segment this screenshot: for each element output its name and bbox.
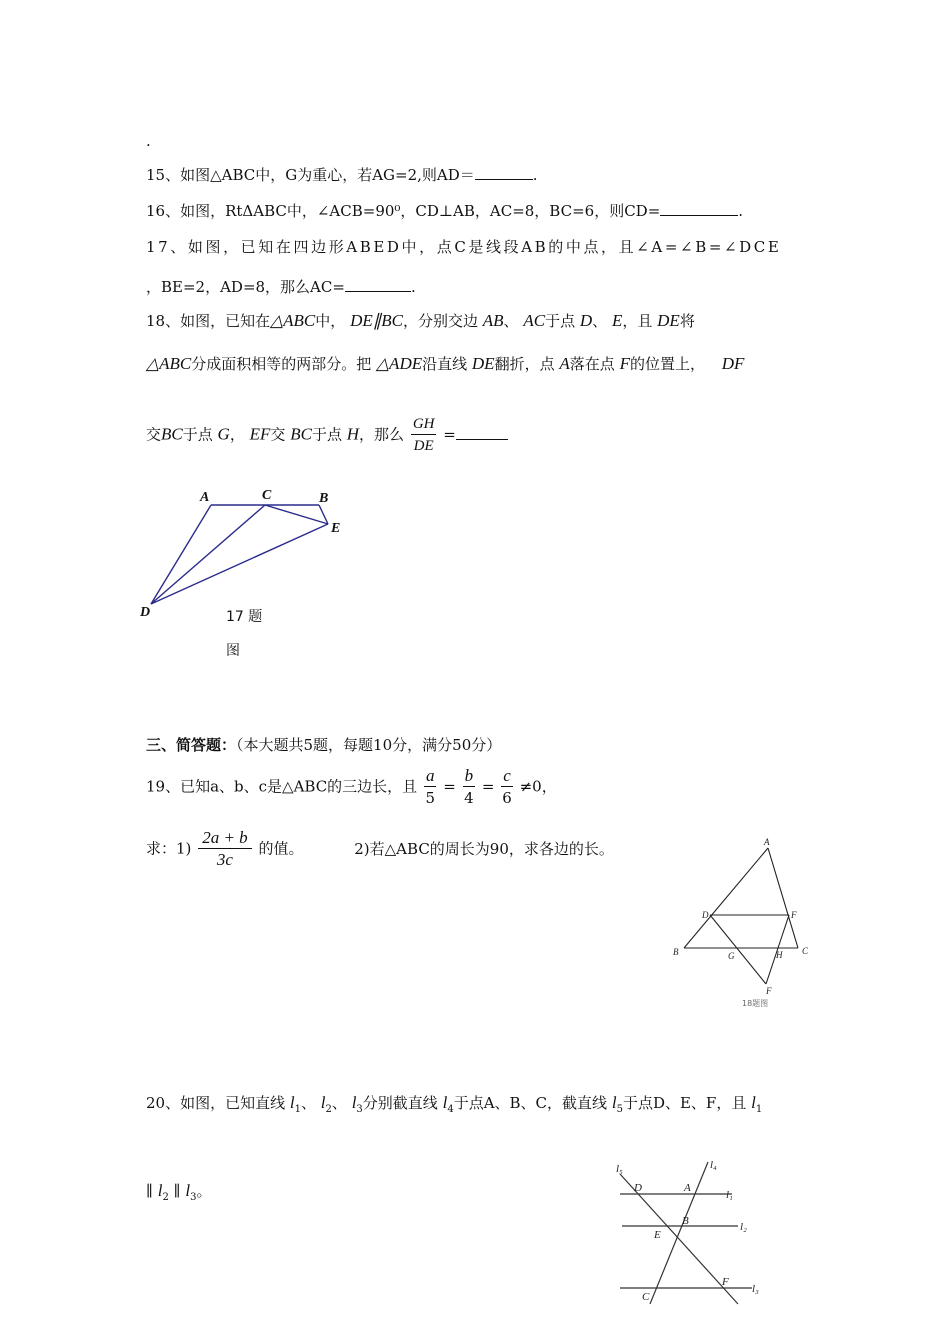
figure-17-caption-2: 图 <box>226 643 240 659</box>
question-16: 16、如图，RtΔABC中，∠ACB=90⁰，CD⊥AB，AC=8，BC=6，则CD= . <box>146 202 744 220</box>
label-f: F <box>722 1276 729 1288</box>
question-15: 15、如图△ABC中，G为重心，若AG=2,则AD＝ . <box>146 166 538 184</box>
label-d: D <box>140 605 151 620</box>
label-b: B <box>682 1215 689 1227</box>
label-f-bottom: F <box>766 986 772 996</box>
segment-de <box>151 524 328 604</box>
label-d: D <box>634 1182 642 1194</box>
label-d: D <box>702 910 709 920</box>
label-a: A <box>764 837 770 847</box>
label-e: E <box>654 1229 661 1241</box>
segment-ce <box>265 505 328 524</box>
label-g: G <box>728 951 735 961</box>
question-19-line2: 求：1) $\frac{2a + b}{3c}$ 的值。 2)若△ABC的周长为90，求各边的长。 <box>146 828 614 869</box>
question-20-line2: ∥ $l_2$ ∥ $l_3$。 <box>146 1181 212 1203</box>
label-l3: l₃ <box>752 1283 759 1295</box>
question-18-line2: △ABC分成面积相等的两部分。把 △ADE沿直线 DE翻折，点 A落在点 F的位置上， DF <box>146 354 745 373</box>
label-c: C <box>802 946 809 956</box>
figure-18-caption: 18题图 <box>742 999 769 1008</box>
label-l4: l₄ <box>710 1159 717 1171</box>
label-a: A <box>684 1182 691 1194</box>
segment-df <box>710 915 766 984</box>
figure-20 <box>612 1158 772 1308</box>
label-c: C <box>642 1291 650 1303</box>
question-18-line3: 交BC于点 G， EF交 BC于点 H，那么 $\frac{GH}{DE}$ = <box>146 414 508 457</box>
segment-da <box>151 505 211 604</box>
label-f-top: F <box>791 910 797 920</box>
side-ab <box>684 848 768 948</box>
figure-18 <box>668 834 818 1008</box>
label-b: B <box>319 491 329 506</box>
figure-17 <box>136 484 356 624</box>
label-l5: l₅ <box>616 1163 623 1175</box>
stray-dot: . <box>146 132 151 150</box>
label-b: B <box>673 947 679 957</box>
question-20-line1: 20、如图，已知直线 $l_1$、 $l_2$、 $l_3$分别截直线 $l_4$于点A、B、C，截直线 $l_5$于点D、E、F，且 $l_1$ <box>146 1093 763 1115</box>
section-3-heading: 三、简答题：（本大题共5题，每题10分，满分50分） <box>146 736 502 754</box>
question-17-line1: 17、如图，已知在四边形ABED中，点C是线段AB的中点，且∠A=∠B=∠DCE <box>146 238 782 256</box>
question-17-line2: ，BE=2，AD=8，那么AC= . <box>146 278 416 296</box>
label-c: C <box>262 488 272 503</box>
figure-17-caption-1: 17 题 <box>226 609 263 625</box>
label-e: E <box>331 521 341 536</box>
label-l1: l₁ <box>726 1189 733 1201</box>
question-18-line1: 18、如图，已知在△ABC中， DE∥BC，分别交边 AB、 AC于点 D、 E，且 DE将 <box>146 311 695 330</box>
label-l2: l₂ <box>740 1221 747 1233</box>
segment-dc <box>151 505 265 604</box>
question-19-line1: 19、已知a、b、c是△ABC的三边长，且 $\frac{a}{5}$ = $\frac{b}{4}$ = $\frac{c}{6}$ ≠0， <box>146 766 557 807</box>
label-h: H <box>776 950 783 960</box>
label-a: A <box>200 490 210 505</box>
